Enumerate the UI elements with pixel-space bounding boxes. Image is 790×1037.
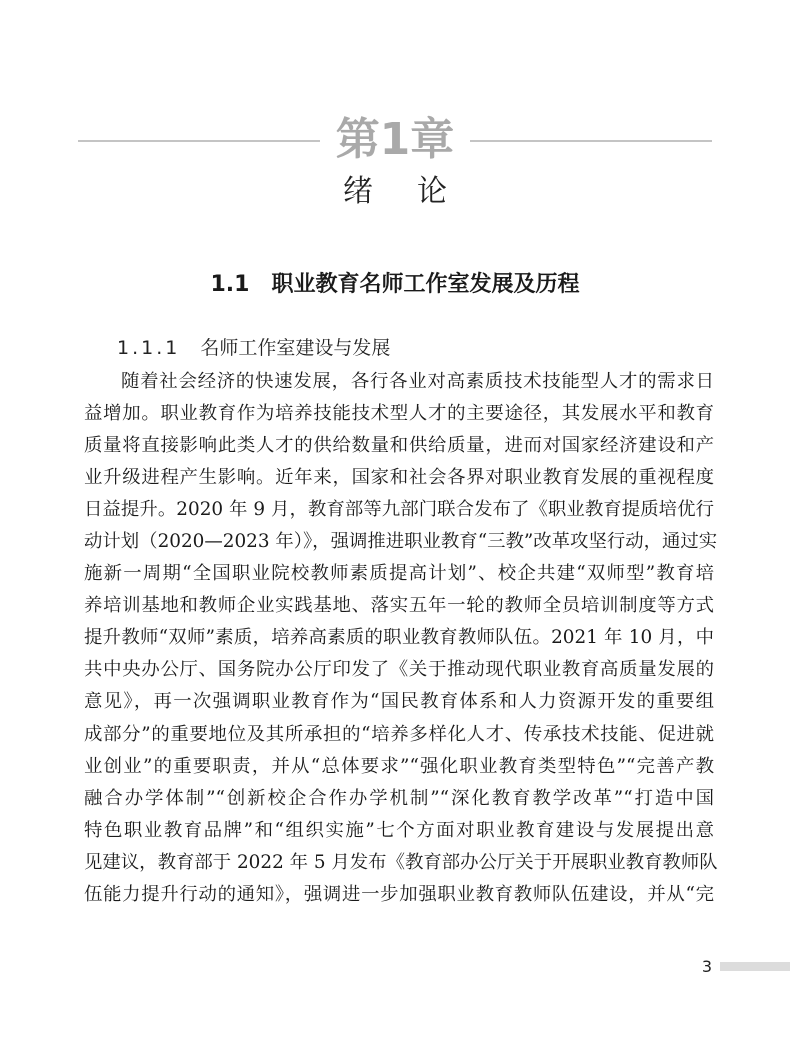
body-line: 动计划（2020—2023 年）》，强调推进职业教育“三教”改革攻坚行动，通过实 <box>84 531 718 553</box>
chapter-rule-left <box>78 140 320 142</box>
body-paragraph <box>84 366 718 911</box>
body-line: 质量将直接影响此类人才的供给数量和供给质量，进而对国家经济建设和产 <box>84 435 714 457</box>
body-line: 意见》，再一次强调职业教育作为“国民教育体系和人力资源开发的重要组 <box>84 691 714 713</box>
body-line: 随着社会经济的快速发展，各行各业对高素质技术技能型人才的需求日 <box>121 371 714 392</box>
chapter-number: 第1章 <box>335 114 455 165</box>
subsection-title: 名师工作室建设与发展 <box>200 337 391 359</box>
body-line: 日益提升。2020 年 9 月，教育部等九部门联合发布了《职业教育提质培优行 <box>84 499 714 521</box>
section-number: 1.1 <box>210 272 250 297</box>
body-line: 业升级进程产生影响。近年来，国家和社会各界对职业教育发展的重视程度 <box>84 467 714 489</box>
subsection-heading <box>117 333 390 363</box>
body-line: 伍能力提升行动的通知》，强调进一步加强职业教育教师队伍建设，并从“完 <box>84 883 714 905</box>
body-line: 成部分”的重要地位及其所承担的“培养多样化人才、传承技术技能、促进就 <box>84 723 714 745</box>
body-line: 见建议，教育部于 2022 年 5 月发布《教育部办公厅关于开展职业教育教师队 <box>84 851 718 873</box>
chapter-header <box>0 112 790 172</box>
body-line: 业创业”的重要职责，并从“总体要求”“强化职业教育类型特色”“完善产教 <box>84 755 714 777</box>
body-line: 共中央办公厅、国务院办公厅印发了《关于推动现代职业教育高质量发展的 <box>84 659 714 681</box>
body-line: 提升教师“双师”素质，培养高素质的职业教育教师队伍。2021 年 10 月，中 <box>84 627 714 649</box>
chapter-rule-right <box>470 140 712 142</box>
body-line: 特色职业教育品牌”和“组织实施”七个方面对职业教育建设与发展提出意 <box>84 819 714 841</box>
body-line: 养培训基地和教师企业实践基地、落实五年一轮的教师全员培训制度等方式 <box>84 595 714 617</box>
body-line: 益增加。职业教育作为培养技能技术型人才的主要途径，其发展水平和教育 <box>84 403 714 425</box>
subsection-number: 1.1.1 <box>117 337 181 359</box>
section-heading <box>0 268 790 302</box>
page-marker-bar <box>720 962 790 971</box>
body-line: 施新一周期“全国职业院校教师素质提高计划”、校企共建“双师型”教育培 <box>84 563 714 585</box>
body-line: 融合办学体制”“创新校企合作办学机制”“深化教育教学改革”“打造中国 <box>84 787 714 809</box>
page-number: 3 <box>701 957 712 976</box>
section-title: 职业教育名师工作室发展及历程 <box>271 272 580 297</box>
chapter-title: 绪论 <box>343 174 491 209</box>
page-footer <box>0 956 790 980</box>
